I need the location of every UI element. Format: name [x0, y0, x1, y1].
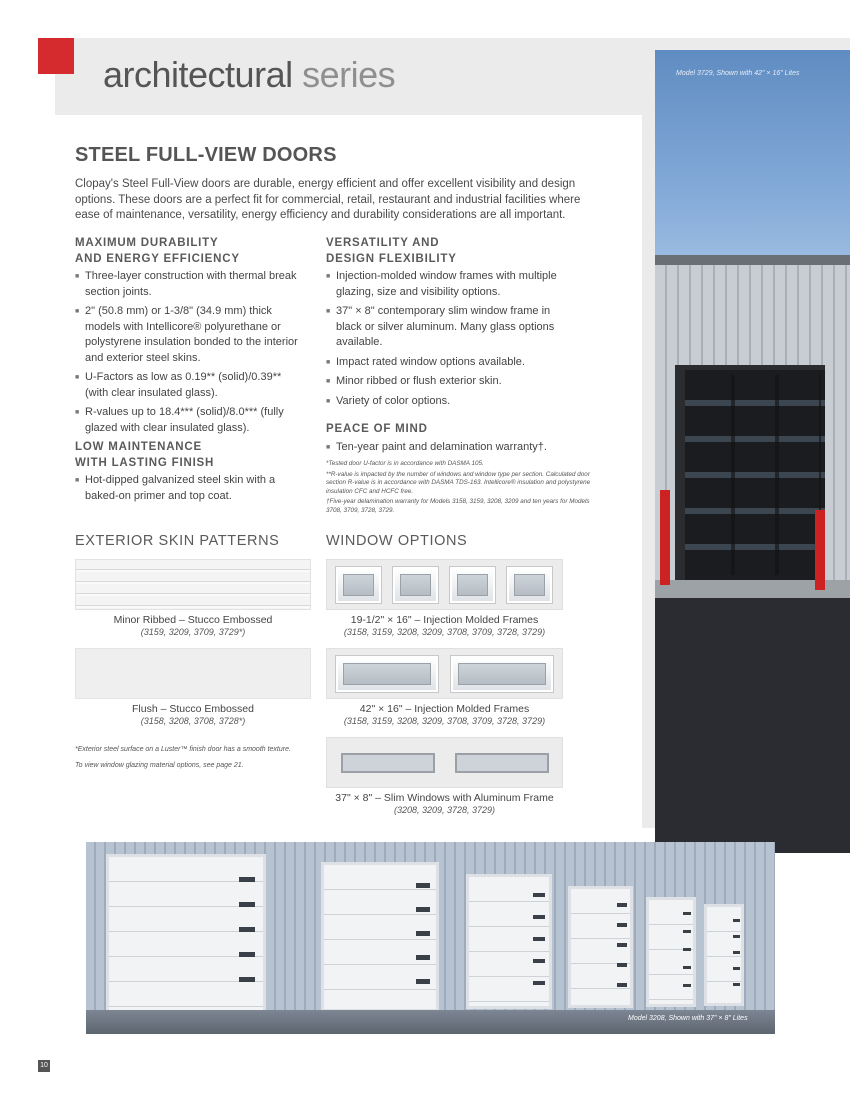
window-lite	[450, 567, 495, 603]
skin-note-glazing: To view window glazing material options, see page 21.	[75, 762, 244, 769]
skin-patterns-heading: EXTERIOR SKIN PATTERNS	[75, 533, 280, 549]
flush-caption	[75, 703, 311, 727]
durability-heading	[75, 235, 240, 267]
bottom-photo-caption: Model 3208, Shown with 37" × 8" Lites	[628, 1015, 748, 1022]
durability-heading-line1: MAXIMUM DURABILITY	[75, 237, 219, 249]
page-number: 10	[38, 1060, 50, 1072]
window-option-3-models: (3208, 3209, 3728, 3729)	[393, 805, 496, 815]
window-lite	[336, 567, 381, 603]
photo-roofline	[655, 255, 850, 265]
list-item: ■ 37" × 8" contemporary slim window frame in black or silver aluminum. Many glass options available.	[326, 304, 566, 351]
versatility-heading	[326, 235, 457, 267]
durability-list	[75, 269, 303, 440]
window-lite	[393, 567, 438, 603]
intro-paragraph: Clopay's Steel Full-View doors are durable, energy efficient and offer excellent visibility and design options. These doors are a perfect fit for commercial, retail, restaurant and industrial facilities where ease of maintenance, versatility, energy efficiency and durability considerations are all important.	[75, 178, 581, 221]
list-item: ■ Minor ribbed or flush exterior skin.	[326, 374, 566, 390]
flush-models: (3158, 3208, 3708, 3728*)	[140, 716, 246, 726]
maintenance-heading-line1: LOW MAINTENANCE	[75, 441, 202, 453]
brand-accent-square	[38, 38, 74, 74]
versatility-heading-line2: DESIGN FLEXIBILITY	[326, 253, 457, 265]
window-option-wide-frames	[326, 648, 563, 699]
list-item: ■ Impact rated window options available.	[326, 355, 566, 371]
photo-bollard-left	[660, 490, 670, 585]
minor-ribbed-label: Minor Ribbed – Stucco Embossed	[113, 614, 273, 626]
photo-dock-door	[106, 854, 266, 1014]
window-lite	[507, 567, 552, 603]
minor-ribbed-swatch	[75, 559, 311, 610]
peace-of-mind-heading: PEACE OF MIND	[326, 423, 428, 435]
list-item: ■ U-Factors as low as 0.19** (solid)/0.39** (with clear insulated glass).	[75, 370, 303, 401]
versatility-heading-line1: VERSATILITY AND	[326, 237, 440, 249]
window-option-3-label: 37" × 8" – Slim Windows with Aluminum Frame	[335, 792, 554, 804]
photo-dock-door	[321, 862, 439, 1012]
series-title	[103, 54, 395, 96]
skin-notes	[75, 745, 295, 777]
list-item: ■ Ten-year paint and delamination warranty†.	[326, 440, 571, 456]
skin-note-finish: *Exterior steel surface on a Luster™ finish door has a smooth texture.	[75, 746, 291, 753]
peace-of-mind-list	[326, 440, 571, 460]
versatility-list	[326, 269, 566, 413]
footnotes	[326, 460, 596, 518]
list-item: ■ Variety of color options.	[326, 394, 566, 410]
window-options-heading: WINDOW OPTIONS	[326, 533, 468, 549]
window-option-3-caption	[316, 792, 573, 816]
list-item: ■ Hot-dipped galvanized steel skin with a baked-on primer and top coat.	[75, 473, 303, 504]
flush-label: Flush – Stucco Embossed	[132, 703, 254, 715]
minor-ribbed-caption	[75, 614, 311, 638]
window-lite	[336, 656, 438, 692]
window-option-slim-frames	[326, 737, 563, 788]
building-photo	[655, 50, 850, 853]
window-lite	[451, 656, 553, 692]
window-option-1-models: (3158, 3159, 3208, 3209, 3708, 3709, 3728, 3729)	[343, 627, 546, 637]
photo-asphalt	[655, 598, 850, 853]
photo-door-glass	[691, 375, 821, 575]
list-item: ■ Three-layer construction with thermal break section joints.	[75, 269, 303, 300]
window-option-1-label: 19-1/2" × 16" – Injection Molded Frames	[350, 614, 539, 626]
window-option-small-frames	[326, 559, 563, 610]
series-title-bold: architectural	[103, 54, 293, 95]
footnote: **R-value is impacted by the number of windows and window type per section. Calculated door section R-value is in accordance with DASMA TDS-163. Intellicore® insulation and polystyrene insulation CFC and HCFC free.	[326, 470, 591, 495]
window-option-2-caption	[326, 703, 563, 727]
series-title-light: series	[302, 54, 396, 95]
window-option-2-label: 42" × 16" – Injection Molded Frames	[359, 703, 530, 715]
page-title: STEEL FULL-VIEW DOORS	[75, 144, 337, 166]
list-item: ■ Injection-molded window frames with multiple glazing, size and visibility options.	[326, 269, 566, 300]
maintenance-heading-line2: WITH LASTING FINISH	[75, 457, 215, 469]
maintenance-heading	[75, 439, 214, 471]
photo-bollard-right	[815, 510, 825, 590]
durability-heading-line2: AND ENERGY EFFICIENCY	[75, 253, 240, 265]
maintenance-list	[75, 473, 303, 508]
list-item: ■ 2" (50.8 mm) or 1-3/8" (34.9 mm) thick models with Intellicore® polyurethane or polystyrene insulation bonded to the interior and exterior steel skins.	[75, 304, 303, 366]
window-option-1-caption	[326, 614, 563, 638]
photo-ground	[86, 1010, 775, 1034]
slim-window	[455, 753, 549, 773]
flush-swatch	[75, 648, 311, 699]
photo-dock-door	[646, 897, 696, 1007]
photo-dock-door	[466, 874, 552, 1009]
list-item: ■ R-values up to 18.4*** (solid)/8.0*** (fully glazed with clear insulated glass).	[75, 405, 303, 436]
minor-ribbed-models: (3159, 3209, 3709, 3729*)	[140, 627, 246, 637]
footnote: †Five-year delamination warranty for Models 3158, 3159, 3208, 3209 and ten years for Models 3708, 3709, 3728, 3729.	[326, 498, 590, 514]
footnote: *Tested door U-factor is in accordance with DASMA 105.	[326, 460, 484, 467]
loading-dock-photo	[86, 842, 775, 1034]
window-option-2-models: (3158, 3159, 3208, 3209, 3708, 3709, 3728, 3729)	[343, 716, 546, 726]
photo-dock-door	[568, 886, 633, 1008]
slim-window	[341, 753, 435, 773]
top-photo-caption: Model 3729, Shown with 42" × 16" Lites	[676, 70, 800, 77]
photo-dock-door	[704, 904, 744, 1006]
